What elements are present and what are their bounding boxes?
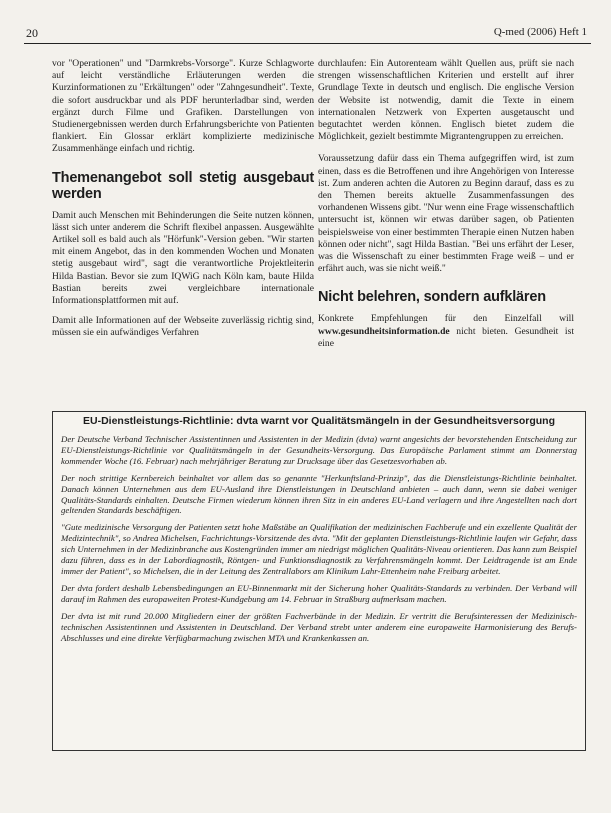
box-paragraph-1: Der Deutsche Verband Technischer Assistentinnen und Assistenten in der Medizin (dvta) warnt angesichts der bevorstehenden Entscheidung zur EU-Dienstleistungs-Richtlinie vor Qualitätsmängeln in der Gesundheits-Versorgung. Das Europäische Parlament stimmt am Donnerstag kommender Woche (16. Februar) nach mehrjähriger Beratung zur Drucksage über das Gesetzesvorhaben ab. bbox=[61, 434, 577, 466]
left-paragraph-2: Damit alle Informationen auf der Webseite zuverlässig richtig sind, müssen sie ein aufwändiges Verfahren bbox=[52, 315, 314, 339]
section-heading-themenangebot: Themenangebot soll stetig ausgebaut werden bbox=[52, 169, 314, 202]
box-paragraph-4: Der dvta fordert deshalb Lebensbedingungen an EU-Binnenmarkt mit der Sicherung hoher Qualitäts-Standards zu verbinden. Der Verband will darauf im Rahmen des europaweiten Protest-Kundgebung am 14. Februar in Straßburg aufmerksam machen. bbox=[61, 582, 577, 604]
page-number: 20 bbox=[26, 26, 38, 40]
right-column bbox=[318, 58, 574, 358]
left-column bbox=[52, 58, 314, 348]
section-heading-nicht-belehren: Nicht belehren, sondern aufklären bbox=[318, 289, 546, 306]
header-rule bbox=[24, 43, 591, 44]
right-paragraph-1: durchlaufen: Ein Autorenteam wählt Quellen aus, prüft sie nach strengen wissenschaftlichen Kriterien und erstellt auf ihrer Grundlage Texte in deutsch und englisch. Die englische Version der Website ist notwendig, damit die Texte in einem internationalen Netzwerk von Experten ausgetauscht und begutachtet werden können. Englisch bietet zudem die Möglichkeit, gezielt bestimmte Migrantengruppen zu erreichen. bbox=[318, 58, 574, 143]
website-link[interactable]: www.gesundheitsinformation.de bbox=[318, 325, 450, 337]
right-paragraph-2: Voraussetzung dafür dass ein Thema aufgegriffen wird, ist zum einen, dass es die Betroffenen und ihre Angehörigen von Interesse ist. Zum anderen achten die Autoren zu Beginn darauf, dass es zu den Themen bereits aktuelle Zusammenfassungen des vorhandenen Wissens gibt. "Nur wenn eine Frage wissenschaftlich untersucht ist, können wir etwas darüber sagen, ob Patienten beispielsweise von einer bestimmten Therapie einen Nutzen haben können oder nicht", sagt Hilda Bastian. "Bei uns erfährt der Leser, was die Wissenschaft zu einer bestimmten Frage weiß – und er erfährt auch, was sie nicht weiß." bbox=[318, 153, 574, 275]
right-paragraph-3 bbox=[318, 313, 574, 350]
right-paragraph-3-end: nicht bieten. Gesundheit ist eine bbox=[318, 325, 574, 349]
box-paragraph-2: Der noch strittige Kernbereich beinhaltet vor allem das so genannte "Herkunftsland-Prinzip", das die Dienstleistungs-Richtlinie beinhaltet. Danach können Unternehmen aus dem EU-Ausland ihre Dienstleistungen in Deutschland anbieten – auch dann, wenn sie dabei weniger Qualitäts-Standards einhalten. Deutsche Firmen wiederum können ihren Sitz in ein anderes EU-Land verlagern und ihre Angestellten nach dort geltenden Standards beschäftigen. bbox=[61, 472, 577, 516]
sidebar-box bbox=[52, 411, 586, 751]
box-paragraph-5: Der dvta ist mit rund 20.000 Mitgliedern einer der größten Fachverbände in der Medizin. Er vertritt die Berufsinteressen der Medizinisch-technischen Assistentinnen und Assistenten in Deutschland. Der Verband strebt unter anderem eine europaweite Harmonisierung des Berufs-Abschlusses und eine direkte Verfügbarmachung zwischen MTA und Krankenkassen an. bbox=[61, 610, 577, 643]
left-paragraph-1: Damit auch Menschen mit Behinderungen die Seite nutzen können, lässt sich unter anderem die Schrift flexibel anpassen. Ausgewählte Artikel soll es bald auch als "Hörfunk"-Version geben. "Wir starten mit einem Angebot, das in den kommenden Wochen und Monaten stetig ausgebaut wird", sagt die verantwortliche Projektleiterin Hilda Bastian. Bevor sie zum IQWiG nach Köln kam, baute Hilda Bastian bereits zwei vergleichbare internationale Informationsplattformen mit auf. bbox=[52, 209, 314, 307]
left-intro-paragraph: vor "Operationen" und "Darmkrebs-Vorsorge". Kurze Schlagworte auf leicht verständliche Erläuterungen werden die Kurzinformationen zu "Erkältungen" oder "Zahngesundheit". Texte, die sofort ausdruckbar und als PDF herunterladbar sind, werden ergänzt durch Filme und Grafiken. Darstellungen von Studienergebnissen werden durch Erfahrungsberichte von Patienten flankiert. Ein Glossar erklärt komplizierte medizinische Zusammenhänge einfach und richtig. bbox=[52, 58, 314, 155]
box-title: EU-Dienstleistungs-Richtlinie: dvta warnt vor Qualitätsmängeln in der Gesundheitsversorgung bbox=[83, 415, 555, 427]
right-paragraph-3-start: Konkrete Empfehlungen für den Einzelfall will bbox=[318, 313, 574, 325]
journal-citation: Q-med (2006) Heft 1 bbox=[493, 26, 587, 38]
box-paragraph-3: "Gute medizinische Versorgung der Patienten setzt hohe Maßstäbe an Qualifikation der medizinischen Fachberufe und ein exzellente Qualität der Medizintechnik", so Andrea Michelsen, Fachrichtungs-Vorsitzende des dvta. "Mit der geplanten Dienstleistungs-Richtlinie laufen wir Gefahr, dass sich Unternehmen in der Medizinbranche aus Kostengründen immer am niedrigst möglichen Qualitäts-Niveau orientieren. Das kann zum Beispiel dazu führen, dass es in der Labordiagnostik, Röntgen- und Funktionsdiagnostik zu Verfahrensmängeln kommt. Der Leidtragende ist am Ende immer der Patient", so Michelsen, die in der Leitung des Zentrallabors am Klinikum Lahr-Ettenheim nahe Freiburg arbeitet. bbox=[61, 522, 577, 576]
